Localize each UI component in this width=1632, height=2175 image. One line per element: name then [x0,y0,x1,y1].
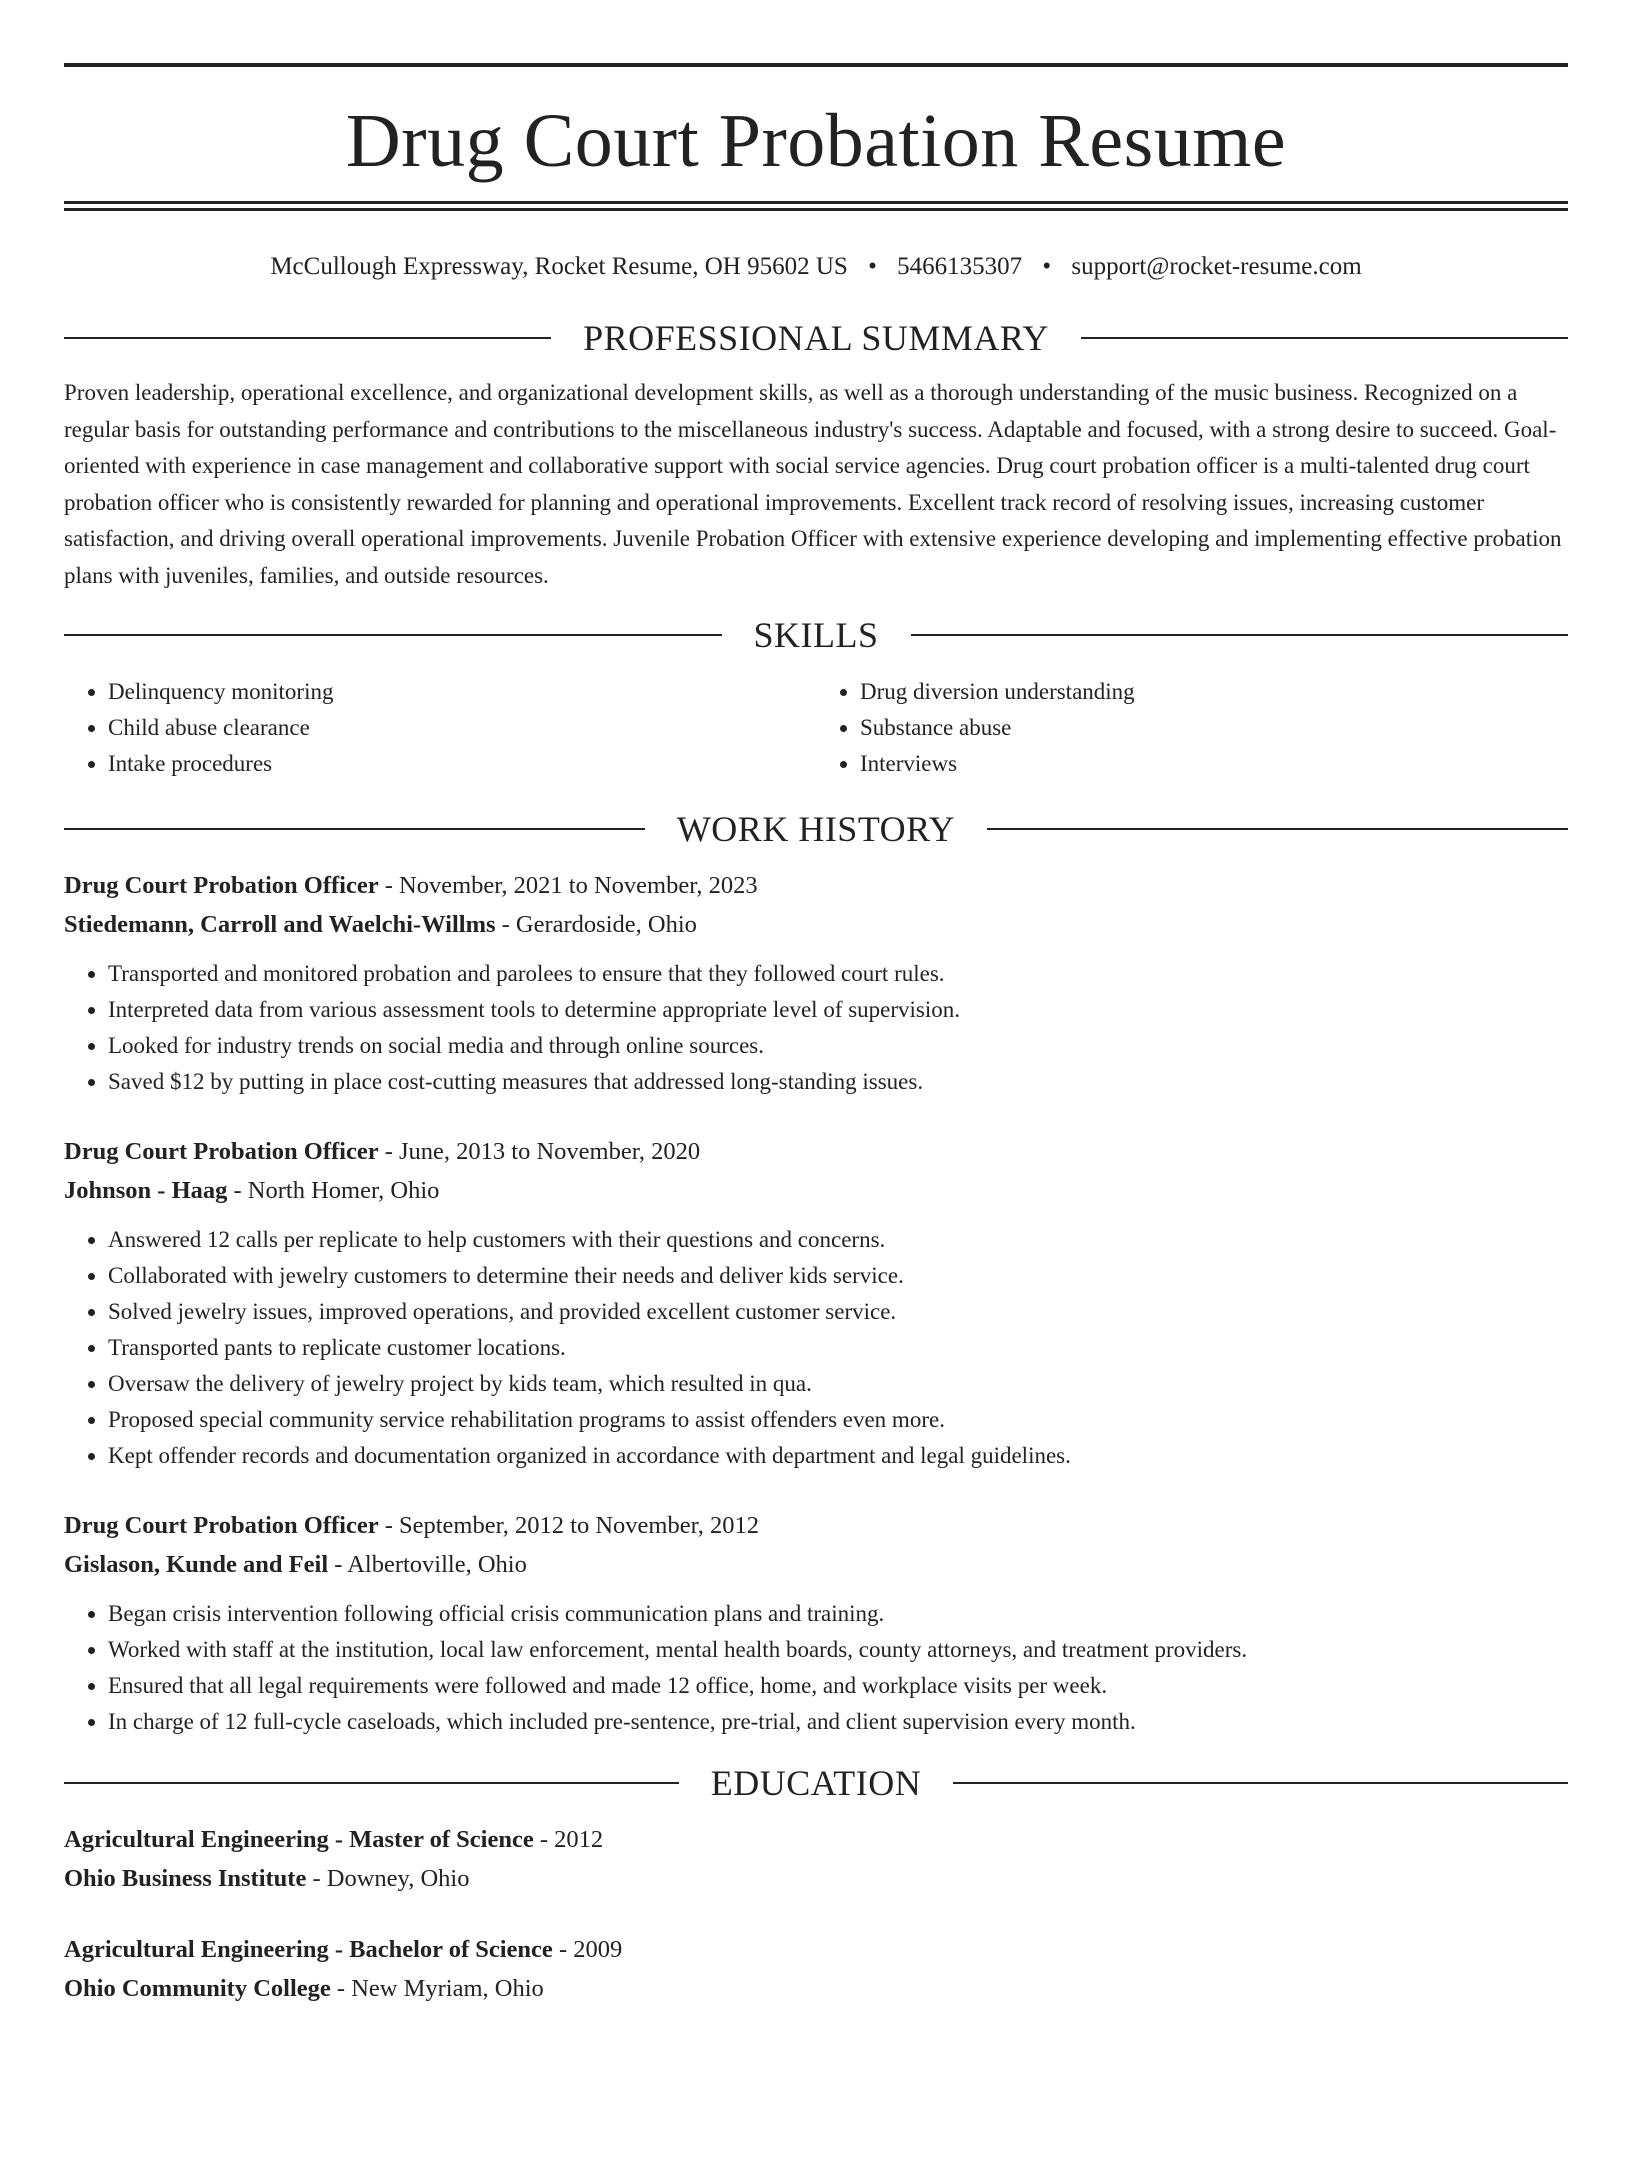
school-location: - Downey, Ohio [306,1865,470,1892]
school-line [64,1970,1568,2008]
school-name: Ohio Community College [64,1975,331,2002]
job-title-line [64,866,1568,906]
job-bullet: • Looked for industry trends on social media and through online sources. [108,1028,1568,1064]
skills-list [64,674,1568,782]
education-entry [64,1820,1568,1898]
heading-rule [64,828,645,830]
job-bullet: • Collaborated with jewelry customers to determine their needs and deliver kids service. [108,1258,1568,1294]
education-heading: EDUCATION [710,1763,922,1803]
degree-line [64,1930,1568,1970]
job-title-line [64,1132,1568,1172]
heading-rule [1081,337,1568,339]
contact-separator: • [1042,253,1052,280]
job-bullets [64,1596,1568,1740]
degree-line [64,1820,1568,1860]
skill-item: • Intake procedures [108,746,816,782]
company-line [64,1172,1568,1210]
job-bullet: • Saved $12 by putting in place cost-cutting measures that addressed long-standing issues. [108,1064,1568,1100]
skill-item: • Substance abuse [860,710,1568,746]
school-line [64,1860,1568,1898]
summary-text: Proven leadership, operational excellence, and organizational development skills, as well as a thorough understanding of the music business. Recognized on a regular basis for outstanding performance and contributions to the miscellaneous industry's success. Adaptable and focused, with a strong desire to succeed. Goal-oriented with experience in case management and collaborative support with social service agencies. Drug court probation officer is a multi-talented drug court probation officer who is consistently rewarded for planning and operational improvements. Excellent track record of resolving issues, increasing customer satisfaction, and driving overall operational improvements. Juvenile Probation Officer with extensive experience developing and implementing effective probation plans with juveniles, families, and outside resources. [64,380,1562,588]
job-bullets [64,1222,1568,1474]
skill-item: • Interviews [860,746,1568,782]
company-location: - Gerardoside, Ohio [495,911,697,938]
job-bullet: • Interpreted data from various assessment tools to determine appropriate level of supervision. [108,992,1568,1028]
work-heading: WORK HISTORY [676,809,956,849]
job-bullet: • Began crisis intervention following official crisis communication plans and training. [108,1596,1568,1632]
skills-column-right [816,674,1568,782]
school-name: Ohio Business Institute [64,1865,307,1892]
education-section-heading [64,1758,1568,1808]
job-entry [64,1132,1568,1474]
company-name: Johnson - Haag [64,1177,228,1204]
job-dates: - June, 2013 to November, 2020 [378,1138,701,1165]
job-bullet: • Ensured that all legal requirements were followed and made 12 office, home, and workplace visits per week. [108,1668,1568,1704]
job-bullet: • Answered 12 calls per replicate to help customers with their questions and concerns. [108,1222,1568,1258]
skills-section-heading [64,610,1568,660]
page-title: Drug Court Probation Resume [345,99,1287,183]
job-title: Drug Court Probation Officer [64,1512,379,1539]
contact-separator: • [868,253,877,280]
heading-rule [953,1782,1568,1784]
company-line [64,906,1568,944]
heading-rule [64,337,551,339]
company-location: - North Homer, Ohio [227,1177,440,1204]
contact-address: McCullough Expressway, Rocket Resume, OH 95602 US [270,253,848,280]
job-entry [64,866,1568,1100]
summary-section-heading [64,313,1568,363]
job-bullet: • Transported and monitored probation and parolees to ensure that they followed court rules. [108,956,1568,992]
education-entry [64,1930,1568,2008]
heading-rule [64,1782,679,1784]
degree-year: - 2009 [552,1936,623,1963]
skills-column-left [64,674,816,782]
skills-heading: SKILLS [753,615,879,655]
skill-item: • Child abuse clearance [108,710,816,746]
skill-item: • Drug diversion understanding [860,674,1568,710]
skill-item: • Delinquency monitoring [108,674,816,710]
contact-phone: 5466135307 [897,253,1023,280]
contact-email[interactable]: support@rocket-resume.com [1071,253,1362,280]
degree-year: - 2012 [533,1826,604,1853]
job-title: Drug Court Probation Officer [64,1138,379,1165]
school-location: - New Myriam, Ohio [330,1975,544,2002]
resume-page [0,63,1632,2175]
company-name: Stiedemann, Carroll and Waelchi-Willms [64,911,496,938]
heading-rule [987,828,1568,830]
job-bullet: • Worked with staff at the institution, local law enforcement, mental health boards, county attorneys, and treatment providers. [108,1632,1568,1668]
job-bullet: • In charge of 12 full-cycle caseloads, which included pre-sentence, pre-trial, and client supervision every month. [108,1704,1568,1740]
job-bullet: • Proposed special community service rehabilitation programs to assist offenders even more. [108,1402,1568,1438]
job-bullet: • Oversaw the delivery of jewelry project by kids team, which resulted in qua. [108,1366,1568,1402]
degree-name: Agricultural Engineering - Bachelor of Science [64,1936,553,1963]
job-entry [64,1506,1568,1740]
work-section-heading [64,804,1568,854]
job-dates: - September, 2012 to November, 2012 [378,1512,760,1539]
job-bullets [64,956,1568,1100]
job-dates: - November, 2021 to November, 2023 [378,872,758,899]
job-title-line [64,1506,1568,1546]
degree-name: Agricultural Engineering - Master of Science [64,1826,534,1853]
job-bullet: • Solved jewelry issues, improved operations, and provided excellent customer service. [108,1294,1568,1330]
top-rule [64,63,1568,67]
contact-line [64,247,1568,287]
title-double-rule [64,201,1568,211]
company-line [64,1546,1568,1584]
job-bullet: • Kept offender records and documentation organized in accordance with department and legal guidelines. [108,1438,1568,1474]
heading-rule [911,634,1569,636]
heading-rule [64,634,722,636]
job-title: Drug Court Probation Officer [64,872,379,899]
job-bullet: • Transported pants to replicate customer locations. [108,1330,1568,1366]
company-location: - Albertoville, Ohio [328,1551,527,1578]
company-name: Gislason, Kunde and Feil [64,1551,329,1578]
summary-heading: PROFESSIONAL SUMMARY [583,318,1049,358]
